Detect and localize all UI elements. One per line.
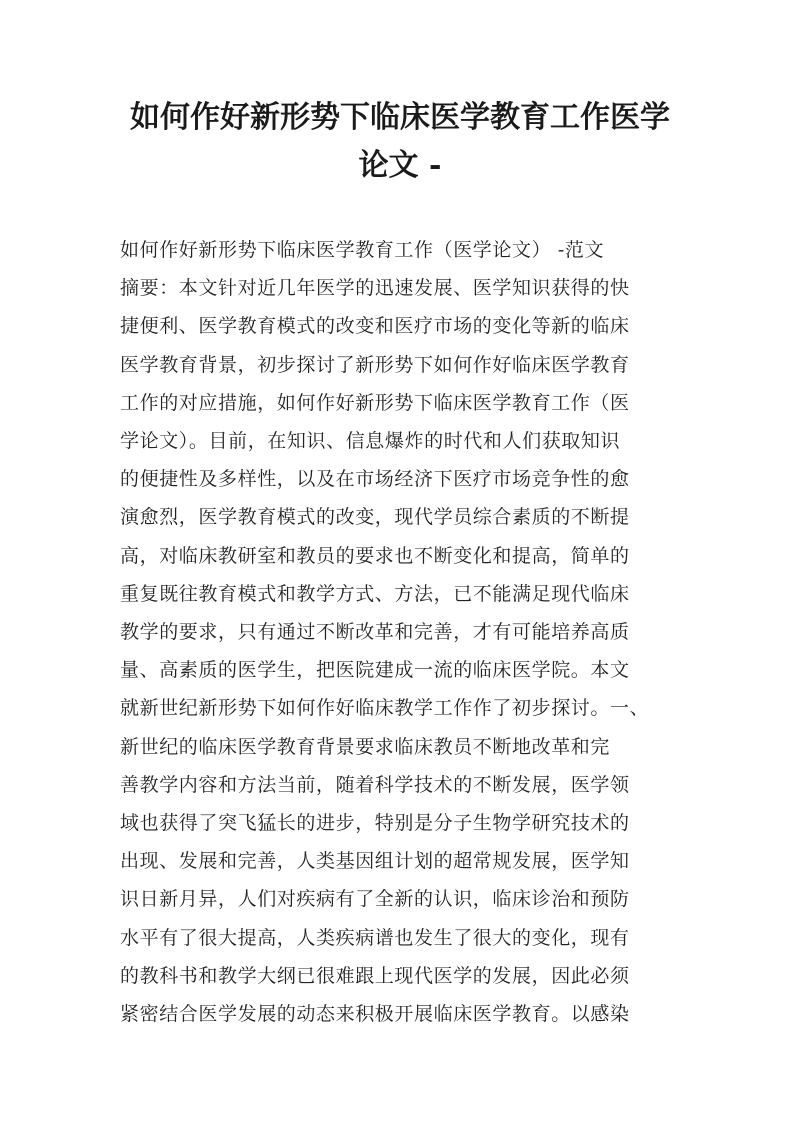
document-body (120, 231, 690, 1033)
body-line: 教学的要求，只有通过不断改革和完善，才有可能培养高质 (120, 621, 630, 644)
body-line: 重复既往教育模式和教学方式、方法，已不能满足现代临床 (120, 582, 630, 605)
body-line: 就新世纪新形势下如何作好临床教学工作作了初步探讨。一、 (120, 697, 650, 720)
body-line: 量、高素质的医学生，把医院建成一流的临床医学院。本文 (120, 659, 630, 682)
body-line: 摘要：本文针对近几年医学的迅速发展、医学知识获得的快 (120, 277, 630, 300)
body-line: 出现、发展和完善，人类基因组计划的超常规发展，医学知 (120, 850, 630, 873)
body-line: 水平有了很大提高，人类疾病谱也发生了很大的变化，现有 (120, 926, 630, 949)
body-line: 的便捷性及多样性，以及在市场经济下医疗市场竞争性的愈 (120, 468, 630, 491)
body-line: 紧密结合医学发展的动态来积极开展临床医学教育。以感染 (120, 1003, 630, 1026)
body-line: 演愈烈，医学教育模式的改变，现代学员综合素质的不断提 (120, 506, 630, 529)
body-line: 新世纪的临床医学教育背景要求临床教员不断地改革和完 (120, 735, 611, 758)
body-line: 捷便利、医学教育模式的改变和医疗市场的变化等新的临床 (120, 315, 630, 338)
body-line: 域也获得了突飞猛长的进步，特别是分子生物学研究技术的 (120, 812, 630, 835)
body-line: 的教科书和教学大纲已很难跟上现代医学的发展，因此必须 (120, 964, 630, 987)
body-line: 学论文）。目前，在知识、信息爆炸的时代和人们获取知识 (120, 430, 621, 453)
body-line: 如何作好新形势下临床医学教育工作（医学论文） -范文 (120, 239, 605, 261)
document-title (100, 94, 700, 190)
title-line-2: 论文 - (358, 148, 442, 183)
body-line: 医学教育背景，初步探讨了新形势下如何作好临床医学教育 (120, 353, 630, 376)
body-line: 高，对临床教研室和教员的要求也不断变化和提高，简单的 (120, 544, 630, 567)
body-line: 识日新月异，人们对疾病有了全新的认识，临床诊治和预防 (120, 888, 630, 911)
body-line: 工作的对应措施，如何作好新形势下临床医学教育工作（医 (120, 391, 630, 414)
body-line: 善教学内容和方法当前，随着科学技术的不断发展，医学领 (120, 773, 630, 796)
title-line-1: 如何作好新形势下临床医学教育工作医学 (130, 100, 670, 135)
